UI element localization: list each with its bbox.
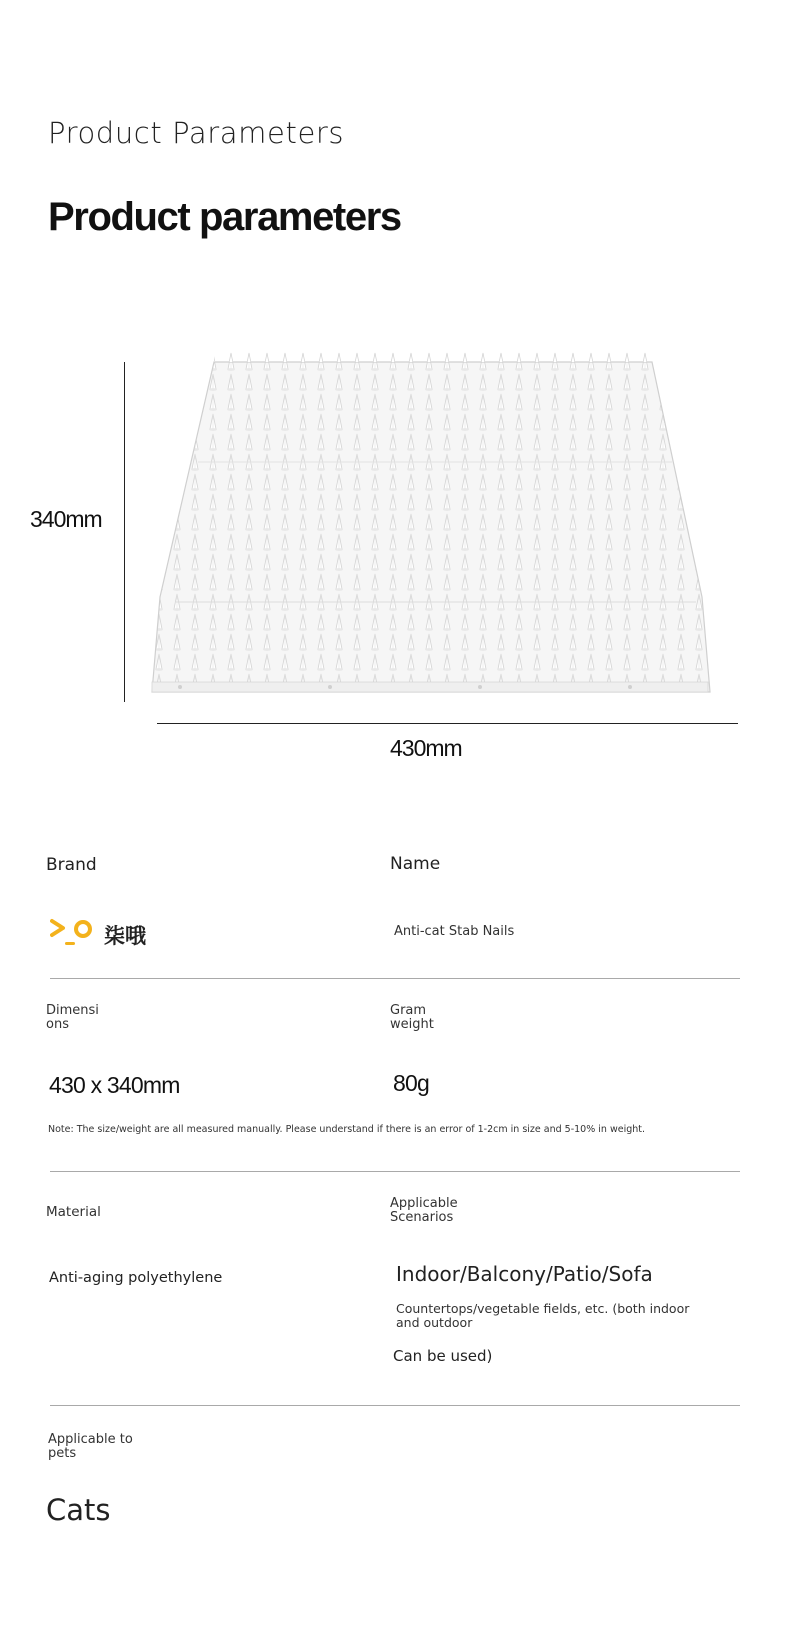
dimensions-label-line: ons [46,1017,69,1032]
height-dimension-label: 340mm [30,506,102,532]
dimensions-label [46,1004,99,1032]
divider [50,1405,740,1406]
product-image-spike-mat [150,352,740,702]
scenarios-detail-footer: Can be used) [393,1347,493,1365]
pets-label-line: Applicable to [48,1432,133,1447]
material-value: Anti-aging polyethylene [49,1270,223,1286]
brand-logo [50,917,160,949]
weight-label [390,1004,434,1032]
scenarios-label-line: Applicable [390,1196,458,1211]
weight-label-line: Gram [390,1003,427,1018]
width-dimension-label: 430mm [390,735,462,761]
width-dimension-line [157,723,738,724]
page-title: Product Parameters [48,116,345,150]
scenarios-detail [396,1302,689,1330]
material-label: Material [46,1204,101,1220]
pets-label [48,1433,133,1461]
brand-logo-text: 柒哦 [104,924,146,948]
brand-label: Brand [46,855,97,875]
pets-value: Cats [46,1493,111,1527]
name-value: Anti-cat Stab Nails [394,924,515,939]
pets-label-line: pets [48,1446,77,1461]
scenarios-label-line: Scenarios [390,1210,454,1225]
divider [50,978,740,979]
scenarios-detail-line: and outdoor [396,1315,473,1330]
scenarios-label [390,1197,458,1225]
weight-value: 80g [393,1070,429,1096]
dimensions-value: 430 x 340mm [49,1072,180,1098]
section-heading: Product parameters [48,195,401,239]
scenarios-detail-line: Countertops/vegetable fields, etc. (both indoor [396,1301,690,1316]
measurement-note: Note: The size/weight are all measured manually. Please understand if there is an error of 1-2cm in size and 5-10% in weight. [48,1124,646,1135]
weight-label-line: weight [390,1017,434,1032]
divider [50,1171,740,1172]
scenarios-value: Indoor/Balcony/Patio/Sofa [396,1262,653,1286]
height-dimension-line [124,362,125,702]
brand-logo-icon [50,917,96,949]
name-label: Name [390,854,441,874]
dimensions-label-line: Dimensi [46,1003,99,1018]
